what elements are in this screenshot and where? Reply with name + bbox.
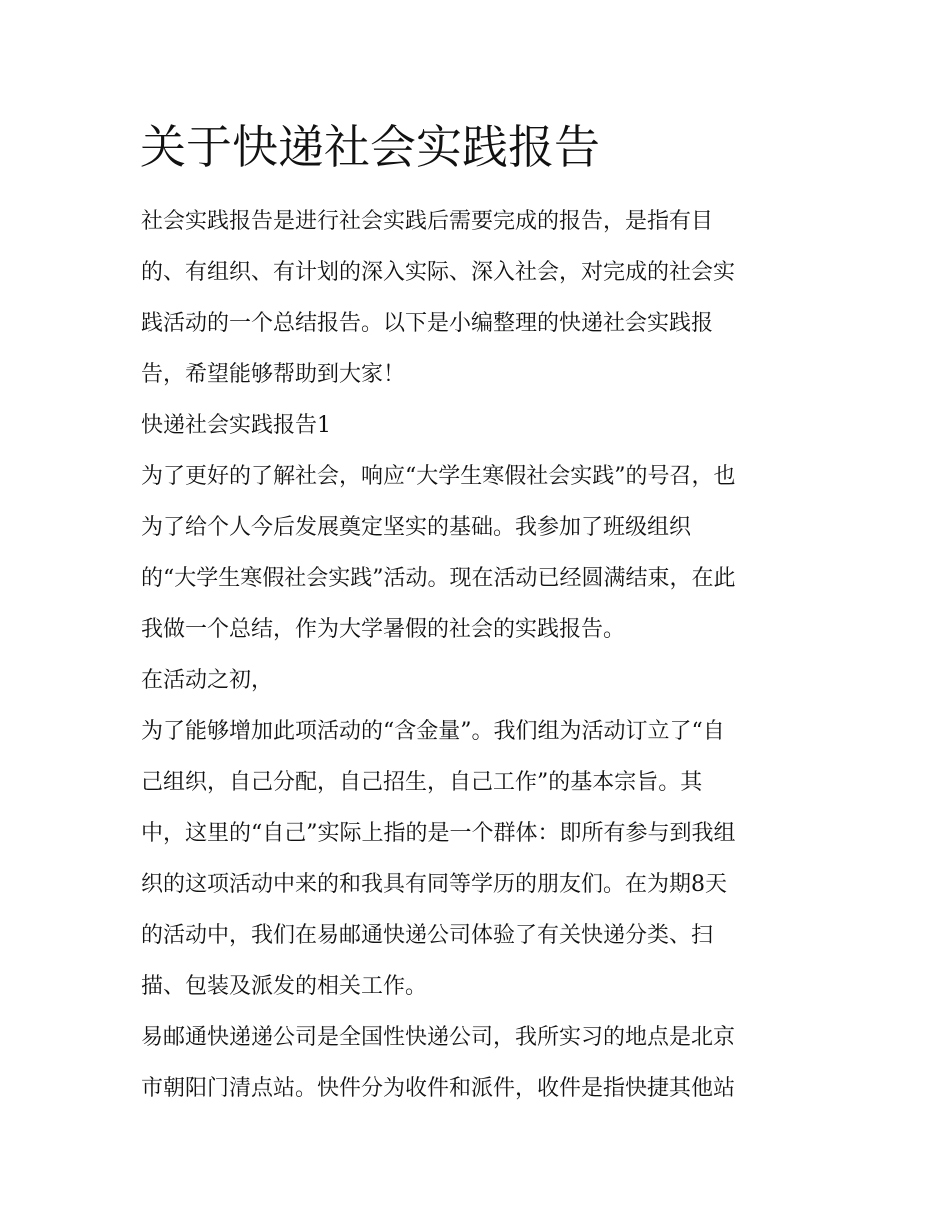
body-line: 己组织，自己分配，自己招生，自己工作”的基本宗旨。其 (141, 770, 703, 795)
body-line: 市朝阳门清点站。快件分为收件和派件，收件是指快捷其他站 (141, 1076, 736, 1101)
body-line: 为了能够增加此项活动的“含金量”。我们组为活动订立了“自 (141, 719, 725, 744)
body-line: 为了更好的了解社会，响应“大学生寒假社会实践”的号召，也 (141, 464, 736, 489)
section-heading: 快递社会实践报告1 (141, 413, 331, 438)
body-line: 的、有组织、有计划的深入实际、深入社会，对完成的社会实 (141, 260, 736, 285)
body-line: 为了给个人今后发展奠定坚实的基础。我参加了班级组织 (141, 515, 692, 540)
body-line: 的“大学生寒假社会实践”活动。现在活动已经圆满结束，在此 (141, 566, 736, 591)
body-line: 告，希望能够帮助到大家！ (141, 362, 406, 387)
body-line: 易邮通快递递公司是全国性快递公司，我所实习的地点是北京 (141, 1025, 736, 1050)
body-line: 织的这项活动中来的和我具有同等学历的朋友们。在为期8天 (141, 872, 727, 897)
body-line: 中，这里的“自己”实际上指的是一个群体：即所有参与到我组 (141, 821, 736, 846)
body-line: 我做一个总结，作为大学暑假的社会的实践报告。 (141, 617, 626, 642)
document-title: 关于快递社会实践报告 (140, 120, 600, 174)
body-line: 描、包装及派发的相关工作。 (141, 974, 428, 999)
body-line: 在活动之初， (141, 668, 274, 693)
body-line: 的活动中，我们在易邮通快递公司体验了有关快递分类、扫 (141, 923, 714, 948)
body-line: 践活动的一个总结报告。以下是小编整理的快递社会实践报 (141, 311, 714, 336)
body-line: 社会实践报告是进行社会实践后需要完成的报告，是指有目 (141, 209, 714, 234)
